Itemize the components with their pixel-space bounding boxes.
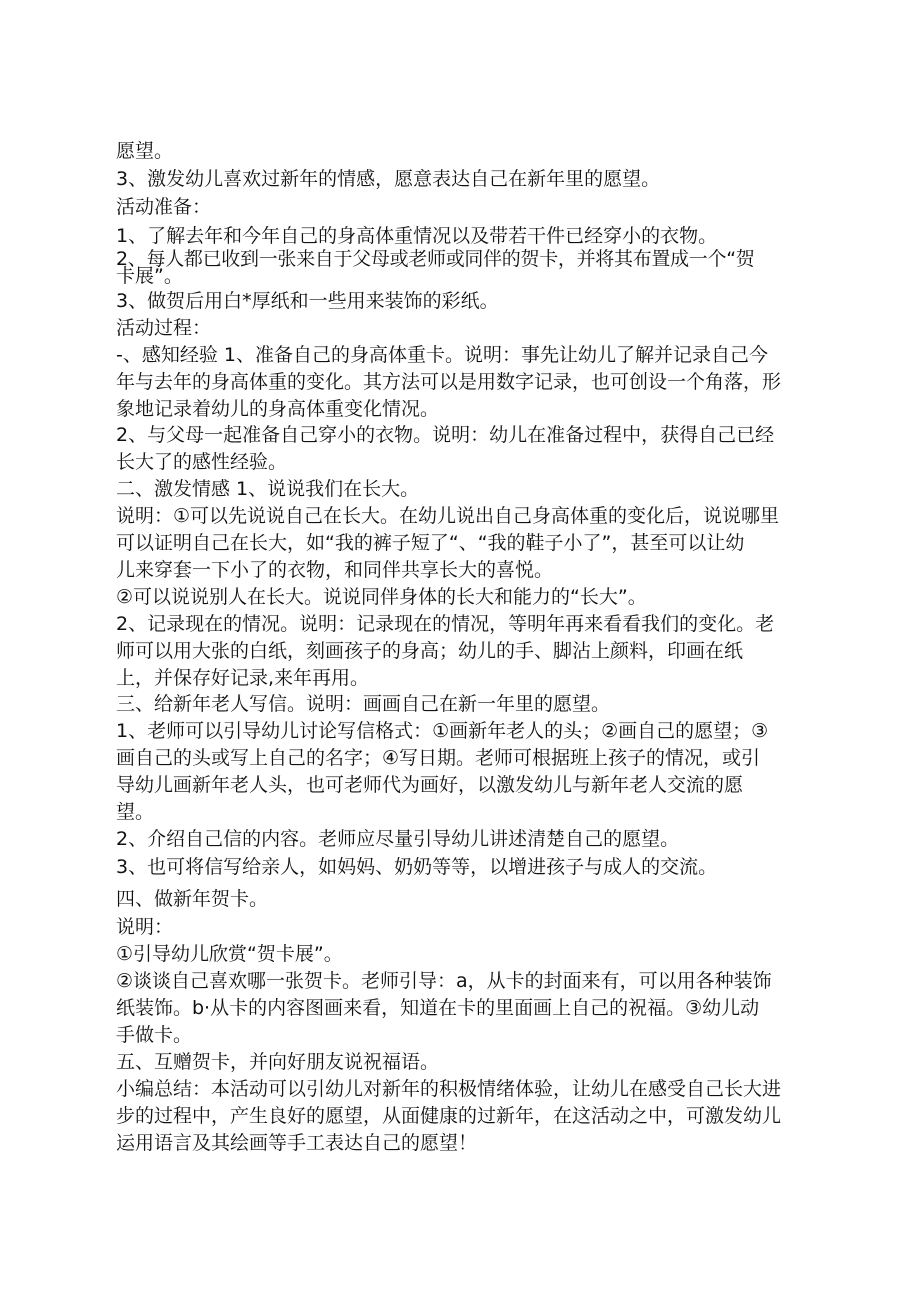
text-line: 卡展”。 xyxy=(116,265,183,287)
text-line: 长大了的感性经验。 xyxy=(116,451,288,473)
text-line: 二、激发情感 1、说说我们在长大。 xyxy=(116,478,420,500)
text-line: 2、与父母一起准备自己穿小的衣物。说明：幼儿在准备过程中，获得自己已经 xyxy=(116,424,775,446)
text-line: 说明： xyxy=(116,916,174,938)
text-line: 愿望。 xyxy=(116,140,174,162)
text-line: 1、老师可以引导幼儿讨论写信格式：①画新年老人的头；②画自己的愿望；③ xyxy=(116,720,769,742)
text-line: 步的过程中，产生良好的愿望，从面健康的过新年，在这活动之中，可激发幼儿 xyxy=(116,1105,782,1127)
text-line: 四、做新年贺卡。 xyxy=(116,888,269,910)
text-line: 象地记录着幼儿的身高体重变化情况。 xyxy=(116,398,440,420)
text-line: 2、介绍自己信的内容。老师应尽量引导幼儿讲述清楚自己的愿望。 xyxy=(116,828,680,850)
text-line: -、感知经验 1、准备自己的身高体重卡。说明：事先让幼儿了解并记录自己今 xyxy=(116,344,768,366)
text-line: 2、每人都已收到一张来自于父母或老师或同伴的贺卡，并将其布置成一个“贺 xyxy=(116,248,755,270)
text-line: 3、做贺后用白*厚纸和一些用来装饰的彩纸。 xyxy=(116,290,499,312)
text-line: 五、互赠贺卡，并向好朋友说祝福语。 xyxy=(116,1051,440,1073)
text-line: 儿来穿套一下小了的衣物，和同伴共享长大的喜悦。 xyxy=(116,559,554,581)
text-line: 活动准备： xyxy=(116,196,212,218)
text-line: 三、给新年老人写信。说明：画画自己在新一年里的愿望。 xyxy=(116,693,611,715)
text-line: 1、了解去年和今年自己的身高体重情况以及带若干件已经穿小的衣物。 xyxy=(116,225,718,247)
text-line: ②谈谈自己喜欢哪一张贺卡。老师引导：a，从卡的封面来有，可以用各种装饰 xyxy=(116,970,772,992)
text-line: 活动过程： xyxy=(116,317,212,339)
text-line: 上，并保存好记录,来年再用。 xyxy=(116,667,370,689)
text-line: ①引导幼儿欣赏“贺卡展”。 xyxy=(116,943,343,965)
text-line: 说明：①可以先说说自己在长大。在幼儿说出自己身高体重的变化后，说说哪里 xyxy=(116,505,780,527)
text-line: 画自己的头或写上自己的名字；④写日期。老师可根据班上孩子的情况，或引 xyxy=(116,747,761,769)
text-line: 3、激发幼儿喜欢过新年的情感，愿意表达自己在新年里的愿望。 xyxy=(116,168,661,190)
text-line: 3、也可将信写给亲人，如妈妈、奶奶等等，以增进孩子与成人的交流。 xyxy=(116,856,718,878)
text-line: 年与去年的身高体重的变化。其方法可以是用数字记录，也可创设一个角落，形 xyxy=(116,371,782,393)
text-line: 纸装饰。b·从卡的内容图画来看，知道在卡的里面画上自己的祝福。③幼儿动 xyxy=(116,997,760,1019)
text-line: 可以证明自己在长大，如“我的裤子短了“、“我的鞋子小了”，甚至可以让幼 xyxy=(116,532,745,554)
text-line: 2、记录现在的情况。说明：记录现在的情况，等明年再来看看我们的变化。老 xyxy=(116,613,775,635)
text-line: 导幼儿画新年老人头，也可老师代为画好，以激发幼儿与新年老人交流的愿 xyxy=(116,774,744,796)
text-line: 小编总结：本活动可以引幼儿对新年的积极情绪体验，让幼儿在感受自己长大进 xyxy=(116,1078,782,1100)
text-line: 运用语言及其绘画等手工表达自己的愿望！ xyxy=(116,1132,478,1154)
text-line: 手做卡。 xyxy=(116,1024,193,1046)
text-line: 望。 xyxy=(116,801,155,823)
text-line: ②可以说说别人在长大。说说同伴身体的长大和能力的“长大”。 xyxy=(116,586,647,608)
text-line: 师可以用大张的白纸，刻画孩子的身高；幼儿的手、脚沾上颜料，印画在纸 xyxy=(116,640,744,662)
